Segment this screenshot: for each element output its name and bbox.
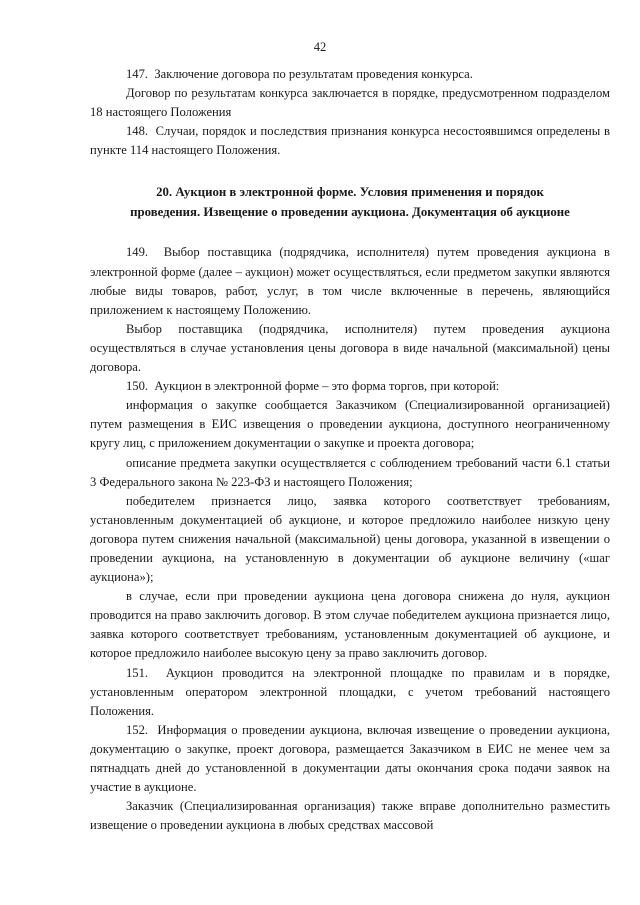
- page-number: 42: [313, 40, 327, 54]
- paragraph-150: 150. Аукцион в электронной форме – это форма торгов, при которой:: [126, 379, 500, 394]
- paragraph-152-text: Заказчик (Специализированная организация) также вправе дополнительно разместить извещение о проведении аукциона в любых средствах массовой: [90, 799, 610, 833]
- paragraph-147: 147. Заключение договора по результатам проведения конкурса.: [126, 67, 473, 81]
- paragraph-149: 149. Выбор поставщика (подрядчика, исполнителя) путем проведения аукциона в электронной форме (далее – аукцион) может осуществляться, если предметом закупки являются любые виды товаров, работ, услуг, в том числе включенные в перечень, являющийся приложением к настоящему Положению.: [90, 245, 610, 317]
- paragraph-151: 151. Аукцион проводится на электронной площадке по правилам и в порядке, установленным оператором электронной площадки, с учетом требований настоящего Положения.: [90, 665, 610, 718]
- section-heading: [90, 183, 610, 222]
- paragraph-147-text: Договор по результатам конкурса заключается в порядке, предусмотренном подразделом 18 настоящего Положения: [90, 86, 610, 120]
- paragraph-152: 152. Информация о проведении аукциона, включая извещение о проведении аукциона, документацию о закупке, проект договора, размещается Заказчиком в ЕИС не менее чем за пятнадцать дней до установленной в документации даты окончания срока подачи заявок на участие в аукционе.: [90, 722, 610, 795]
- document-body: [90, 65, 610, 835]
- paragraph-150-item-3: победителем признается лицо, заявка которого соответствует требованиям, установленным документацией об аукционе, и которое предложило наиболее низкую цену договора путем снижения начальной (максимальной) цены договора, указанной в извещении о проведении аукциона, на установленную в документации об аукционе величину («шаг аукциона»);: [90, 493, 610, 585]
- paragraph-149-text: Выбор поставщика (подрядчика, исполнителя) путем проведения аукциона осуществляться в случае установления цены договора в виде начальной (максимальной) цены договора.: [90, 321, 610, 375]
- paragraph-150-item-4: в случае, если при проведении аукциона цена договора снижена до нуля, аукцион проводится на право заключить договор. В этом случае победителем аукциона признается лицо, заявка которого соответствует требованиям, установленным документацией об аукционе, и которое предложило наиболее высокую цену за право заключить договор.: [90, 589, 610, 661]
- paragraph-150-item-1: информация о закупке сообщается Заказчиком (Специализированной организацией) путем размещения в ЕИС извещения о проведении аукциона, доступного неограниченному кругу лиц, с приложением документации о закупке и проекта договора;: [90, 398, 610, 451]
- section-heading-line-1: 20. Аукцион в электронной форме. Условия применения и порядок: [156, 185, 544, 200]
- paragraph-148: 148. Случаи, порядок и последствия признания конкурса несостоявшимся определены в пункте 114 настоящего Положения.: [90, 124, 610, 158]
- paragraph-150-item-2: описание предмета закупки осуществляется с соблюдением требований части 6.1 статьи 3 Федерального закона № 223-ФЗ и настоящего Положения;: [90, 455, 610, 489]
- section-heading-line-2: проведения. Извещение о проведении аукциона. Документация об аукционе: [130, 204, 570, 219]
